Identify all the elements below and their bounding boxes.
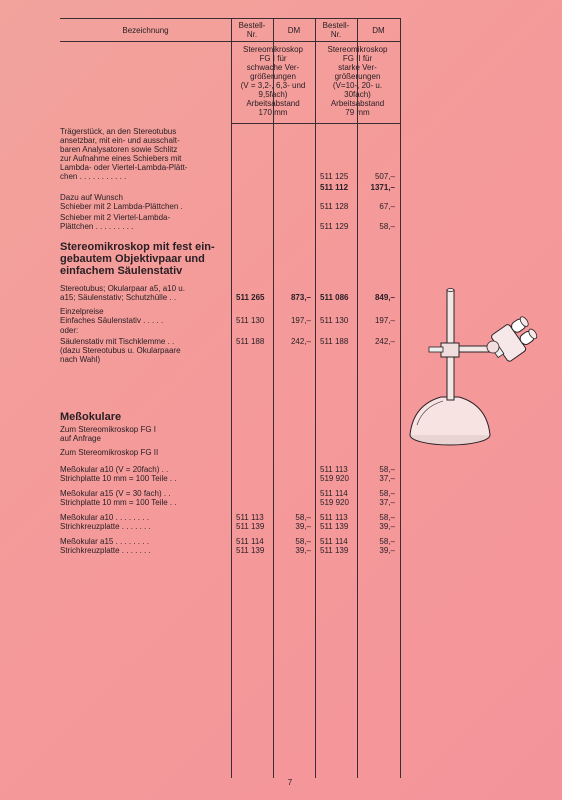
row-label: oder: <box>60 326 79 335</box>
row-dm2: 1371,– <box>370 183 395 192</box>
row-dm1: 873,– <box>290 293 311 302</box>
row-nr2: 511 129 <box>320 222 349 231</box>
table-top-rule <box>60 18 400 19</box>
row-dm2: 58,– 37,– <box>379 465 395 483</box>
row-nr1: 511 130 <box>236 316 265 325</box>
row-label: Säulenstativ mit Tischklemme . . (dazu Stereotubus u. Okularpaare nach Wahl) <box>60 337 181 364</box>
header-dm-1: DM <box>287 26 301 35</box>
row-nr1: 511 265 <box>236 293 265 302</box>
row-label: Einzelpreise Einfaches Säulenstativ . . . . . <box>60 307 164 325</box>
row-label: Meßokular a10 . . . . . . . . Strichkreuzplatte . . . . . . . <box>60 513 151 531</box>
divider-3 <box>315 18 316 778</box>
divider-2 <box>273 18 274 778</box>
row-label: Zum Stereomikroskop FG II <box>60 448 159 457</box>
header-bestell-nr-1: Bestell- Nr. <box>238 21 266 39</box>
row-dm1: 58,– 39,– <box>295 513 311 531</box>
row-label: Meßokular a15 . . . . . . . . Strichkreuzplatte . . . . . . . <box>60 537 151 555</box>
row-dm2: 58,– 39,– <box>379 513 395 531</box>
row-label: Meßokular a15 (V = 30 fach) . . Strichplatte 10 mm = 100 Teile . . <box>60 489 177 507</box>
row-dm1: 197,– <box>290 316 311 325</box>
page-number: 7 <box>287 778 293 787</box>
row-nr2: 511 128 <box>320 202 349 211</box>
row-nr2: 511 113 511 139 <box>320 513 349 531</box>
section-title-stereo-fest: Stereomikroskop mit fest ein- gebautem Objektivpaar und einfachem Säulenstativ <box>60 241 215 277</box>
row-nr2: 511 113 519 920 <box>320 465 349 483</box>
row-nr1: 511 188 <box>236 337 265 346</box>
row-dm2: 507,– <box>374 172 395 181</box>
row-dm2: 58,– 37,– <box>379 489 395 507</box>
row-nr2: 511 188 <box>320 337 349 346</box>
divider-4 <box>357 18 358 778</box>
section-title-messokulare: Meßokulare <box>60 411 122 423</box>
column-fg1: Stereomikroskop FG I für schwache Ver- größerungen (V = 3,2-, 6,3- und 9,5fach) Arbeitsabstand 170 mm <box>240 45 306 117</box>
row-nr2: 511 086 <box>320 293 349 302</box>
row-dm2: 242,– <box>374 337 395 346</box>
header-dm-2: DM <box>372 26 385 35</box>
row-dm2: 197,– <box>374 316 395 325</box>
header-bestell-nr-2: Bestell- Nr. <box>322 21 350 39</box>
row-label: Schieber mit 2 Viertel-Lambda- Plättchen . . . . . . . . . <box>60 213 171 231</box>
column-fg2: Stereomikroskop FG II für starke Ver- größerungen (V=10-, 20- u. 30fach) Arbeitsabstand 79 mm <box>327 45 388 117</box>
row-nr2: 511 125 <box>320 172 349 181</box>
row-label: Meßokular a10 (V = 20fach) . . Strichplatte 10 mm = 100 Teile . . <box>60 465 177 483</box>
row-label: Zum Stereomikroskop FG I auf Anfrage <box>60 425 157 443</box>
row-dm1: 58,– 39,– <box>295 537 311 555</box>
row-nr1: 511 113 511 139 <box>236 513 265 531</box>
header-bezeichnung: Bezeichnung <box>122 26 169 35</box>
row-label: Trägerstück, an den Stereotubus ansetzbar, mit ein- und ausschalt- baren Analysatoren sowie Schlitz zur Aufnahme eines Schiebers mit Lambda- oder Viertel-Lambda-Plätt- chen . . . . . . . . . . . <box>60 127 188 181</box>
row-dm2: 849,– <box>374 293 395 302</box>
header-bottom-rule <box>60 41 400 42</box>
row-nr1: 511 114 511 139 <box>236 537 265 555</box>
row-dm2: 67,– <box>379 202 395 211</box>
row-nr2: 511 112 <box>320 183 349 192</box>
row-label: Stereotubus; Okularpaar a5, a10 u. a15; Säulenstativ; Schutzhülle . . <box>60 284 185 302</box>
row-label: Dazu auf Wunsch Schieber mit 2 Lambda-Plättchen . <box>60 193 183 211</box>
row-dm1: 242,– <box>290 337 311 346</box>
divider-1 <box>231 18 232 778</box>
row-dm2: 58,– <box>379 222 395 231</box>
row-nr2: 511 130 <box>320 316 349 325</box>
row-nr2: 511 114 511 139 <box>320 537 349 555</box>
divider-5 <box>400 18 401 778</box>
microscope-illustration <box>403 285 553 455</box>
row-dm2: 58,– 39,– <box>379 537 395 555</box>
row-nr2: 511 114 519 920 <box>320 489 349 507</box>
